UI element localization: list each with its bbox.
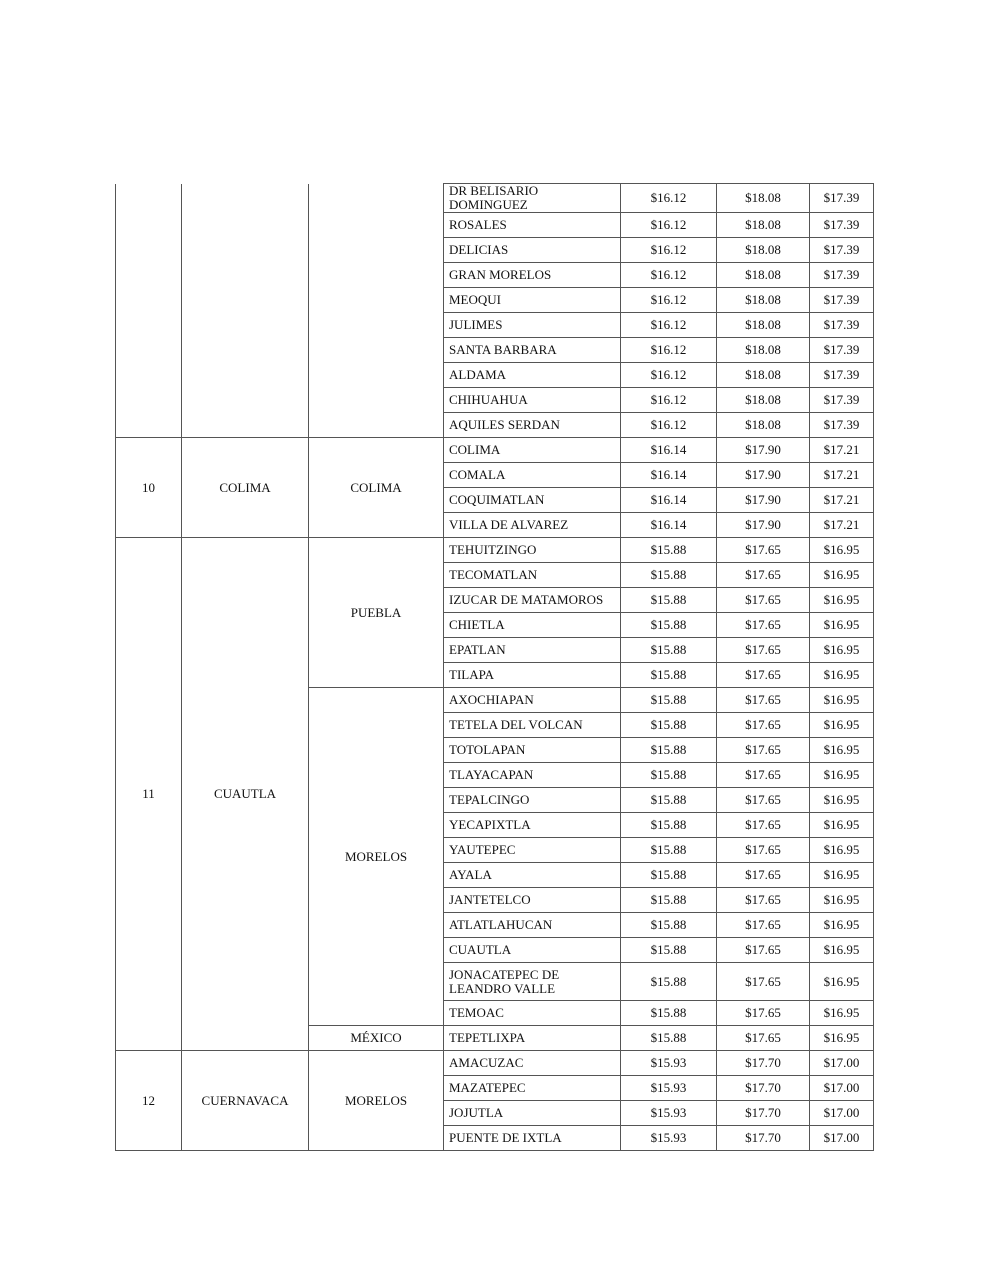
price-cell-2: $17.90 (717, 463, 810, 488)
municipality-cell: ALDAMA (444, 363, 621, 388)
price-cell-1: $15.88 (621, 713, 717, 738)
price-cell-2: $17.70 (717, 1076, 810, 1101)
price-cell-1: $15.93 (621, 1076, 717, 1101)
price-table-body (116, 184, 874, 1151)
municipality-cell: AQUILES SERDAN (444, 413, 621, 438)
municipality-cell: TEPETLIXPA (444, 1026, 621, 1051)
price-cell-1: $15.93 (621, 1126, 717, 1151)
price-cell-1: $15.88 (621, 638, 717, 663)
price-cell-2: $18.08 (717, 313, 810, 338)
municipality-cell: TEHUITZINGO (444, 538, 621, 563)
price-cell-1: $16.14 (621, 438, 717, 463)
price-cell-3: $16.95 (810, 963, 874, 1001)
price-cell-1: $16.12 (621, 363, 717, 388)
price-cell-1: $15.88 (621, 938, 717, 963)
municipality-cell: CHIETLA (444, 613, 621, 638)
price-cell-3: $16.95 (810, 838, 874, 863)
municipality-cell: JULIMES (444, 313, 621, 338)
price-cell-3: $17.00 (810, 1126, 874, 1151)
municipality-cell: SANTA BARBARA (444, 338, 621, 363)
state-cell-continued (309, 184, 444, 438)
price-cell-2: $17.70 (717, 1101, 810, 1126)
municipality-cell: AMACUZAC (444, 1051, 621, 1076)
price-cell-3: $17.00 (810, 1051, 874, 1076)
price-cell-1: $15.88 (621, 588, 717, 613)
price-cell-3: $17.21 (810, 463, 874, 488)
price-cell-2: $17.65 (717, 713, 810, 738)
price-cell-3: $17.00 (810, 1076, 874, 1101)
state-cell: MÉXICO (309, 1026, 444, 1051)
price-cell-3: $16.95 (810, 1026, 874, 1051)
municipality-cell: JONACATEPEC DE LEANDRO VALLE (444, 963, 621, 1001)
price-cell-1: $15.88 (621, 563, 717, 588)
price-cell-1: $16.14 (621, 488, 717, 513)
municipality-cell: DELICIAS (444, 238, 621, 263)
price-cell-2: $17.65 (717, 813, 810, 838)
state-cell: COLIMA (309, 438, 444, 538)
price-cell-3: $16.95 (810, 938, 874, 963)
price-cell-3: $17.39 (810, 388, 874, 413)
price-cell-3: $17.39 (810, 288, 874, 313)
price-cell-2: $18.08 (717, 184, 810, 213)
price-cell-1: $16.12 (621, 338, 717, 363)
price-cell-2: $17.65 (717, 763, 810, 788)
price-cell-2: $17.65 (717, 613, 810, 638)
municipality-cell: TLAYACAPAN (444, 763, 621, 788)
municipality-cell: TETELA DEL VOLCAN (444, 713, 621, 738)
price-cell-3: $16.95 (810, 638, 874, 663)
price-cell-3: $16.95 (810, 763, 874, 788)
table-row (116, 438, 874, 463)
price-cell-2: $17.65 (717, 688, 810, 713)
price-cell-2: $17.65 (717, 1026, 810, 1051)
price-cell-2: $17.65 (717, 588, 810, 613)
price-cell-1: $15.88 (621, 813, 717, 838)
municipality-cell: ROSALES (444, 213, 621, 238)
price-cell-1: $16.14 (621, 513, 717, 538)
price-cell-1: $15.88 (621, 738, 717, 763)
municipality-cell: GRAN MORELOS (444, 263, 621, 288)
price-cell-2: $17.65 (717, 563, 810, 588)
municipality-cell: COMALA (444, 463, 621, 488)
price-cell-3: $16.95 (810, 688, 874, 713)
price-cell-2: $17.65 (717, 663, 810, 688)
price-cell-1: $16.12 (621, 413, 717, 438)
municipality-cell: CHIHUAHUA (444, 388, 621, 413)
municipality-cell: TEPALCINGO (444, 788, 621, 813)
price-cell-3: $16.95 (810, 913, 874, 938)
price-cell-3: $16.95 (810, 613, 874, 638)
table-row (116, 538, 874, 563)
municipality-cell: COLIMA (444, 438, 621, 463)
price-cell-1: $15.93 (621, 1051, 717, 1076)
region-number-cell: 12 (116, 1051, 182, 1151)
price-cell-1: $16.12 (621, 388, 717, 413)
price-cell-1: $16.12 (621, 184, 717, 213)
price-table-page (115, 183, 873, 1151)
municipality-cell: AYALA (444, 863, 621, 888)
price-cell-1: $15.88 (621, 838, 717, 863)
table-row (116, 184, 874, 213)
price-cell-1: $16.12 (621, 213, 717, 238)
price-cell-1: $16.14 (621, 463, 717, 488)
price-cell-3: $16.95 (810, 813, 874, 838)
price-cell-2: $18.08 (717, 388, 810, 413)
state-cell: MORELOS (309, 688, 444, 1026)
region-name-cell-continued (182, 184, 309, 438)
price-cell-1: $15.88 (621, 1026, 717, 1051)
municipality-cell: MEOQUI (444, 288, 621, 313)
price-cell-1: $15.88 (621, 788, 717, 813)
municipality-cell: JANTETELCO (444, 888, 621, 913)
municipality-cell: DR BELISARIO DOMINGUEZ (444, 184, 621, 213)
price-cell-3: $17.21 (810, 513, 874, 538)
price-cell-1: $15.88 (621, 963, 717, 1001)
price-cell-3: $17.00 (810, 1101, 874, 1126)
price-cell-3: $16.95 (810, 588, 874, 613)
price-cell-1: $15.88 (621, 613, 717, 638)
price-cell-2: $17.65 (717, 913, 810, 938)
price-cell-3: $16.95 (810, 863, 874, 888)
price-cell-3: $17.39 (810, 313, 874, 338)
price-cell-2: $17.65 (717, 838, 810, 863)
municipality-cell: IZUCAR DE MATAMOROS (444, 588, 621, 613)
municipality-cell: AXOCHIAPAN (444, 688, 621, 713)
table-row (116, 1051, 874, 1076)
price-cell-1: $16.12 (621, 238, 717, 263)
price-cell-3: $16.95 (810, 1001, 874, 1026)
price-cell-2: $18.08 (717, 413, 810, 438)
price-cell-2: $17.65 (717, 963, 810, 1001)
region-number-cell: 11 (116, 538, 182, 1051)
price-cell-3: $17.39 (810, 363, 874, 388)
price-cell-3: $16.95 (810, 538, 874, 563)
price-cell-1: $15.88 (621, 888, 717, 913)
price-cell-1: $15.88 (621, 1001, 717, 1026)
price-table (115, 183, 874, 1151)
price-cell-1: $16.12 (621, 288, 717, 313)
price-cell-2: $18.08 (717, 338, 810, 363)
region-number-cell-continued (116, 184, 182, 438)
municipality-cell: TECOMATLAN (444, 563, 621, 588)
price-cell-1: $15.88 (621, 663, 717, 688)
price-cell-2: $18.08 (717, 363, 810, 388)
region-name-cell: COLIMA (182, 438, 309, 538)
price-cell-1: $15.88 (621, 863, 717, 888)
price-cell-1: $16.12 (621, 263, 717, 288)
price-cell-3: $17.39 (810, 413, 874, 438)
municipality-cell: YAUTEPEC (444, 838, 621, 863)
price-cell-2: $17.65 (717, 538, 810, 563)
price-cell-2: $17.65 (717, 738, 810, 763)
price-cell-2: $17.70 (717, 1051, 810, 1076)
price-cell-2: $17.90 (717, 513, 810, 538)
region-name-cell: CUAUTLA (182, 538, 309, 1051)
municipality-cell: VILLA DE ALVAREZ (444, 513, 621, 538)
state-cell: PUEBLA (309, 538, 444, 688)
municipality-cell: JOJUTLA (444, 1101, 621, 1126)
price-cell-2: $18.08 (717, 263, 810, 288)
price-cell-3: $17.39 (810, 338, 874, 363)
price-cell-3: $16.95 (810, 738, 874, 763)
municipality-cell: YECAPIXTLA (444, 813, 621, 838)
price-cell-1: $15.93 (621, 1101, 717, 1126)
price-cell-3: $17.21 (810, 438, 874, 463)
price-cell-3: $16.95 (810, 888, 874, 913)
municipality-cell: ATLATLAHUCAN (444, 913, 621, 938)
municipality-cell: TOTOLAPAN (444, 738, 621, 763)
price-cell-1: $15.88 (621, 913, 717, 938)
price-cell-2: $17.65 (717, 1001, 810, 1026)
municipality-cell: TILAPA (444, 663, 621, 688)
municipality-cell: EPATLAN (444, 638, 621, 663)
price-cell-3: $16.95 (810, 663, 874, 688)
region-number-cell: 10 (116, 438, 182, 538)
price-cell-2: $18.08 (717, 288, 810, 313)
price-cell-2: $17.65 (717, 638, 810, 663)
price-cell-2: $18.08 (717, 213, 810, 238)
price-cell-2: $17.65 (717, 938, 810, 963)
price-cell-3: $16.95 (810, 563, 874, 588)
price-cell-3: $17.39 (810, 213, 874, 238)
price-cell-1: $16.12 (621, 313, 717, 338)
price-cell-2: $17.65 (717, 788, 810, 813)
price-cell-3: $16.95 (810, 713, 874, 738)
price-cell-2: $17.65 (717, 863, 810, 888)
municipality-cell: CUAUTLA (444, 938, 621, 963)
price-cell-2: $17.90 (717, 488, 810, 513)
municipality-cell: COQUIMATLAN (444, 488, 621, 513)
municipality-cell: PUENTE DE IXTLA (444, 1126, 621, 1151)
price-cell-3: $17.39 (810, 263, 874, 288)
price-cell-3: $17.21 (810, 488, 874, 513)
price-cell-3: $17.39 (810, 184, 874, 213)
price-cell-2: $18.08 (717, 238, 810, 263)
municipality-cell: TEMOAC (444, 1001, 621, 1026)
region-name-cell: CUERNAVACA (182, 1051, 309, 1151)
price-cell-1: $15.88 (621, 763, 717, 788)
price-cell-2: $17.70 (717, 1126, 810, 1151)
price-cell-1: $15.88 (621, 538, 717, 563)
price-cell-1: $15.88 (621, 688, 717, 713)
state-cell: MORELOS (309, 1051, 444, 1151)
price-cell-3: $16.95 (810, 788, 874, 813)
price-cell-3: $17.39 (810, 238, 874, 263)
price-cell-2: $17.65 (717, 888, 810, 913)
municipality-cell: MAZATEPEC (444, 1076, 621, 1101)
price-cell-2: $17.90 (717, 438, 810, 463)
